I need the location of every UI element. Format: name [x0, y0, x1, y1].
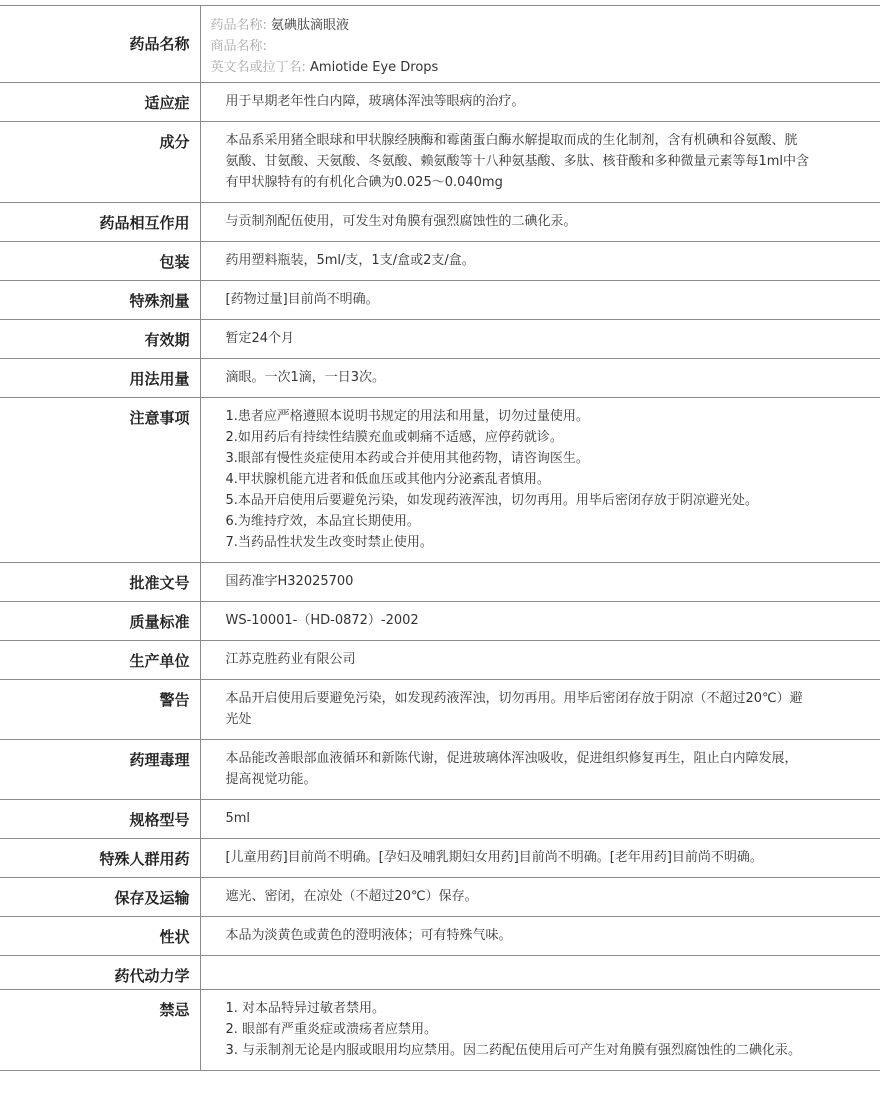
drug-info-sheet [0, 5, 880, 1071]
english-name-line [211, 57, 871, 78]
row-label: 有效期 [0, 320, 200, 359]
row-special-dosage [0, 281, 880, 320]
row-label: 特殊人群用药 [0, 839, 200, 878]
row-value [200, 956, 880, 990]
row-label: 生产单位 [0, 641, 200, 680]
row-value: 本品为淡黄色或黄色的澄明液体；可有特殊气味。 [200, 917, 880, 956]
row-appearance [0, 917, 880, 956]
row-label: 警告 [0, 680, 200, 740]
row-label: 特殊剂量 [0, 281, 200, 320]
list-item: 5.本品开启使用后要避免污染，如发现药液浑浊，切勿再用。用毕后密闭存放于阴凉避光处。 [225, 493, 758, 508]
list-item: 3.眼部有慢性炎症使用本药或合并使用其他药物，请咨询医生。 [225, 451, 589, 466]
list-item: 4.甲状腺机能亢进者和低血压或其他内分泌紊乱者慎用。 [225, 472, 550, 487]
row-label: 药代动力学 [0, 956, 200, 990]
row-label: 质量标准 [0, 602, 200, 641]
row-pharmacology [0, 740, 880, 800]
list-item: 1.患者应严格遵照本说明书规定的用法和用量，切勿过量使用。 [225, 409, 589, 424]
row-quality-standard [0, 602, 880, 641]
row-value: [药物过量]目前尚不明确。 [200, 281, 880, 320]
empty-value [226, 964, 811, 980]
row-label: 用法用量 [0, 359, 200, 398]
row-value: 本品能改善眼部血液循环和新陈代谢，促进玻璃体浑浊吸收，促进组织修复再生，阻止白内障发展，提高视觉功能。 [200, 740, 880, 800]
row-value: 滴眼。一次1滴，一日3次。 [200, 359, 880, 398]
row-label: 药品名称 [0, 6, 200, 83]
row-approval-number [0, 563, 880, 602]
row-label: 性状 [0, 917, 200, 956]
trade-name-label: 商品名称: [210, 39, 267, 54]
list-item: 2. 眼部有严重炎症或溃疡者应禁用。 [225, 1022, 438, 1037]
english-name-value: Amiotide Eye Drops [310, 60, 439, 75]
english-name-label: 英文名或拉丁名: [210, 60, 306, 75]
row-interactions [0, 203, 880, 242]
row-shelf-life [0, 320, 880, 359]
list-item: 2.如用药后有持续性结膜充血或刺痛不适感，应停药就诊。 [225, 430, 563, 445]
row-contraindications [0, 990, 880, 1071]
row-value: [儿童用药]目前尚不明确。[孕妇及哺乳期妇女用药]目前尚不明确。[老年用药]目前尚不明确。 [200, 839, 880, 878]
row-pharmacokinetics [0, 956, 880, 990]
row-value: WS-10001-（HD-0872）-2002 [200, 602, 880, 641]
row-label: 适应症 [0, 83, 200, 122]
contraindications-list [200, 990, 880, 1071]
row-precautions [0, 398, 880, 563]
row-value: 用于早期老年性白内障，玻璃体浑浊等眼病的治疗。 [200, 83, 880, 122]
row-packaging [0, 242, 880, 281]
precautions-list [200, 398, 880, 563]
list-item: 6.为维持疗效，本品宜长期使用。 [225, 514, 420, 529]
list-item: 1. 对本品特异过敏者禁用。 [225, 1001, 386, 1016]
row-label: 保存及运输 [0, 878, 200, 917]
row-value: 5ml [200, 800, 880, 839]
row-value: 暂定24个月 [200, 320, 880, 359]
generic-name-label: 药品名称: [210, 18, 267, 33]
generic-name-line [211, 15, 871, 36]
row-value: 与贡制剂配伍使用，可发生对角膜有强烈腐蚀性的二碘化汞。 [200, 203, 880, 242]
row-label: 注意事项 [0, 398, 200, 563]
generic-name-value: 氨碘肽滴眼液 [271, 18, 350, 33]
row-value: 药用塑料瓶装，5ml/支，1支/盒或2支/盒。 [200, 242, 880, 281]
list-item: 3. 与汞制剂无论是内服或眼用均应禁用。因二药配伍使用后可产生对角膜有强烈腐蚀性的二碘化汞。 [225, 1043, 802, 1058]
row-label: 药品相互作用 [0, 203, 200, 242]
row-label: 规格型号 [0, 800, 200, 839]
row-warning [0, 680, 880, 740]
row-label: 药理毒理 [0, 740, 200, 800]
drug-name-block [200, 6, 880, 83]
row-special-populations [0, 839, 880, 878]
row-label: 批准文号 [0, 563, 200, 602]
row-storage [0, 878, 880, 917]
row-value: 江苏克胜药业有限公司 [200, 641, 880, 680]
row-ingredients [0, 122, 880, 203]
trade-name-line [211, 36, 871, 57]
row-value: 本品开启使用后要避免污染，如发现药液浑浊，切勿再用。用毕后密闭存放于阴凉（不超过20℃）避光处 [200, 680, 880, 740]
drug-info-table [0, 5, 880, 1071]
row-value: 本品系采用猪全眼球和甲状腺经胰酶和霉菌蛋白酶水解提取而成的生化制剂，含有机碘和谷氨酸、胱氨酸、甘氨酸、天氨酸、冬氨酸、赖氨酸等十八种氨基酸、多肽、核苷酸和多种微量元素等每1ml中含有甲状腺特有的有机化合碘为0.025～0.040mg [200, 122, 880, 203]
row-value: 国药准字H32025700 [200, 563, 880, 602]
row-specification [0, 800, 880, 839]
row-indications [0, 83, 880, 122]
row-usage [0, 359, 880, 398]
list-item: 7.当药品性状发生改变时禁止使用。 [225, 535, 433, 550]
row-label: 禁忌 [0, 990, 200, 1071]
row-manufacturer [0, 641, 880, 680]
row-value: 遮光、密闭，在凉处（不超过20℃）保存。 [200, 878, 880, 917]
row-drug-name [0, 6, 880, 83]
row-label: 成分 [0, 122, 200, 203]
row-label: 包装 [0, 242, 200, 281]
